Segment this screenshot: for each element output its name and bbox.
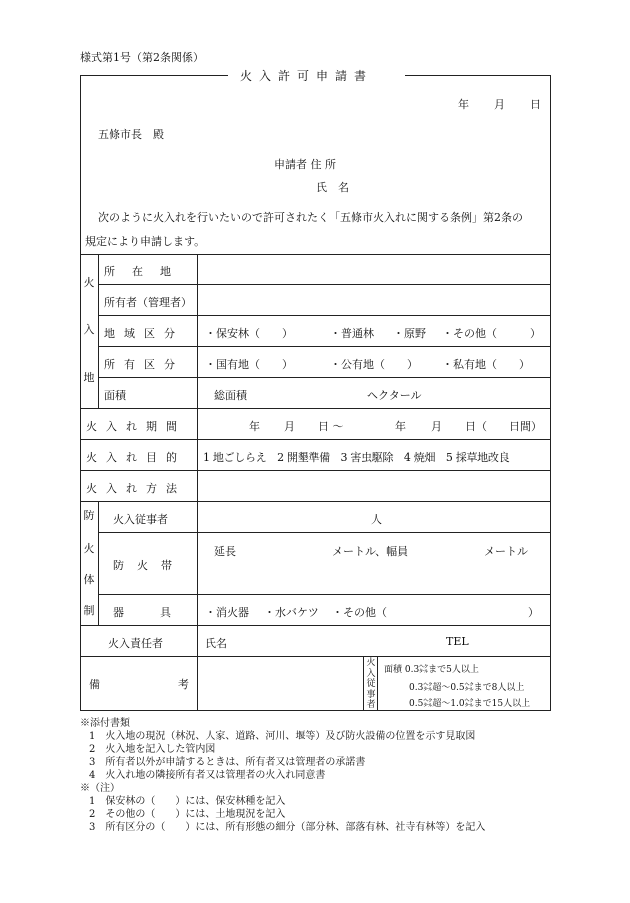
zone-option-other: ・その他（ ） bbox=[442, 327, 541, 340]
period-end-year: 年 bbox=[395, 420, 406, 433]
ownership-option-public: ・公有地（ ） bbox=[330, 358, 418, 371]
intro-line-2: 規定により申請します。 bbox=[85, 235, 206, 248]
period-label: 火入れ期間 bbox=[86, 420, 186, 433]
remarks-label-left: 備 bbox=[89, 678, 100, 691]
worker-vertical-char: 入 bbox=[366, 668, 376, 679]
fire-prevention-group-char: 火 bbox=[83, 542, 95, 555]
form-bottom-border bbox=[80, 710, 551, 711]
date-month: 月 bbox=[494, 98, 505, 111]
area-total-label: 総面積 bbox=[214, 389, 247, 402]
remarks-rule-3: 0.5㌶超〜1.0㌶まで15人以上 bbox=[409, 699, 531, 709]
belt-label: 防火帯 bbox=[113, 559, 185, 572]
fire-land-group-char: 入 bbox=[83, 323, 95, 336]
period-end-month: 月 bbox=[431, 420, 442, 433]
period-start-year: 年 bbox=[249, 420, 260, 433]
ownership-label: 所有区分 bbox=[104, 358, 184, 371]
responsible-label: 火入責任者 bbox=[108, 637, 163, 650]
period-end-day: 日（ 日間） bbox=[465, 420, 542, 433]
page-title: 火入許可申請書 bbox=[240, 69, 374, 83]
purpose-label: 火入れ目的 bbox=[86, 451, 186, 464]
attachments-heading: ※添付書類 bbox=[80, 718, 130, 729]
applicant-address-label: 申請者 住 所 bbox=[274, 158, 336, 171]
equipment-other-close: ） bbox=[528, 606, 539, 619]
fire-prevention-group-char: 体 bbox=[83, 573, 95, 586]
purpose-options: 1 地ごしらえ 2 開墾準備 3 害虫駆除 4 焼畑 5 採草地改良 bbox=[203, 451, 510, 464]
workers-label: 火入従事者 bbox=[113, 513, 168, 526]
fire-land-group-char: 地 bbox=[83, 371, 95, 384]
date-day: 日 bbox=[530, 98, 541, 111]
workers-unit: 人 bbox=[371, 513, 382, 526]
fire-prevention-group-char: 制 bbox=[83, 604, 95, 617]
equipment-bucket: ・水バケツ bbox=[264, 606, 319, 619]
date-year: 年 bbox=[458, 98, 469, 111]
area-label-text: 面積 bbox=[104, 389, 126, 402]
zone-option-field: ・原野 bbox=[393, 327, 426, 340]
attachment-item: 2 火入地を記入した管内図 bbox=[89, 744, 216, 755]
responsible-name-label: 氏名 bbox=[205, 637, 227, 650]
attachment-item: 4 火入れ地の隣接所有者又は管理者の火入れ同意書 bbox=[89, 770, 326, 781]
attachment-item: 3 所有者以外が申請するときは、所有者又は管理者の承諾書 bbox=[89, 757, 366, 768]
worker-vertical-char: 者 bbox=[366, 700, 376, 710]
form-right-border bbox=[550, 75, 551, 711]
form-left-border bbox=[80, 75, 81, 711]
zone-option-ordinary: ・普通林 bbox=[330, 327, 374, 340]
responsible-tel-label: TEL bbox=[446, 635, 469, 648]
zone-label: 地域区分 bbox=[104, 327, 184, 340]
period-start-month: 月 bbox=[284, 420, 295, 433]
area-label bbox=[104, 387, 188, 403]
attachment-item: 1 火入地の現況（林況、人家、道路、河川、堰等）及び防火設備の位置を示す見取図 bbox=[89, 731, 476, 742]
note-item: 1 保安林の（ ）には、保安林種を記入 bbox=[89, 796, 286, 807]
note-item: 3 所有区分の（ ）には、所有形態の細分（部分林、部落有林、社寺有林等）を記入 bbox=[89, 822, 486, 833]
intro-line-1: 次のように火入れを行いたいので許可されたく「五條市火入れに関する条例」第2条の bbox=[98, 211, 523, 224]
remarks-label-right: 考 bbox=[178, 678, 189, 691]
owner-label: 所有者（管理者） bbox=[104, 296, 192, 309]
belt-meter-width: メートル、幅員 bbox=[332, 545, 409, 558]
fire-land-group-char: 火 bbox=[83, 276, 95, 289]
belt-length: 延長 bbox=[214, 545, 236, 558]
worker-vertical-char: 従 bbox=[366, 679, 376, 689]
remarks-rule-2: 0.3㌶超〜0.5㌶まで8人以上 bbox=[409, 683, 525, 693]
location-label: 所在地 bbox=[104, 265, 188, 278]
form-number: 様式第1号（第2条関係） bbox=[80, 51, 204, 64]
equipment-other: ・その他（ bbox=[332, 606, 387, 619]
method-label: 火入れ方法 bbox=[86, 482, 186, 495]
note-item: 2 その他の（ ）には、土地現況を記入 bbox=[89, 809, 286, 820]
belt-meter: メートル bbox=[484, 545, 528, 558]
remarks-worker-vertical bbox=[365, 658, 377, 711]
equipment-label: 器具 bbox=[113, 606, 207, 619]
area-unit: ヘクタール bbox=[367, 389, 422, 402]
equipment-extinguisher: ・消火器 bbox=[205, 606, 249, 619]
worker-vertical-char: 火 bbox=[366, 658, 376, 668]
applicant-name-label: 氏 名 bbox=[316, 181, 349, 194]
notes-heading: ※（注） bbox=[80, 783, 120, 794]
period-start-day: 日 〜 bbox=[318, 420, 344, 433]
zone-option-reserved: ・保安林（ ） bbox=[205, 327, 293, 340]
worker-vertical-char: 事 bbox=[366, 689, 376, 700]
ownership-option-private: ・私有地（ ） bbox=[442, 358, 530, 371]
addressee: 五條市長 殿 bbox=[98, 128, 164, 141]
fire-prevention-group-char: 防 bbox=[83, 509, 95, 522]
remarks-rule-1: 面積 0.3㌶まで5人以上 bbox=[384, 665, 479, 675]
ownership-option-national: ・国有地（ ） bbox=[205, 358, 293, 371]
